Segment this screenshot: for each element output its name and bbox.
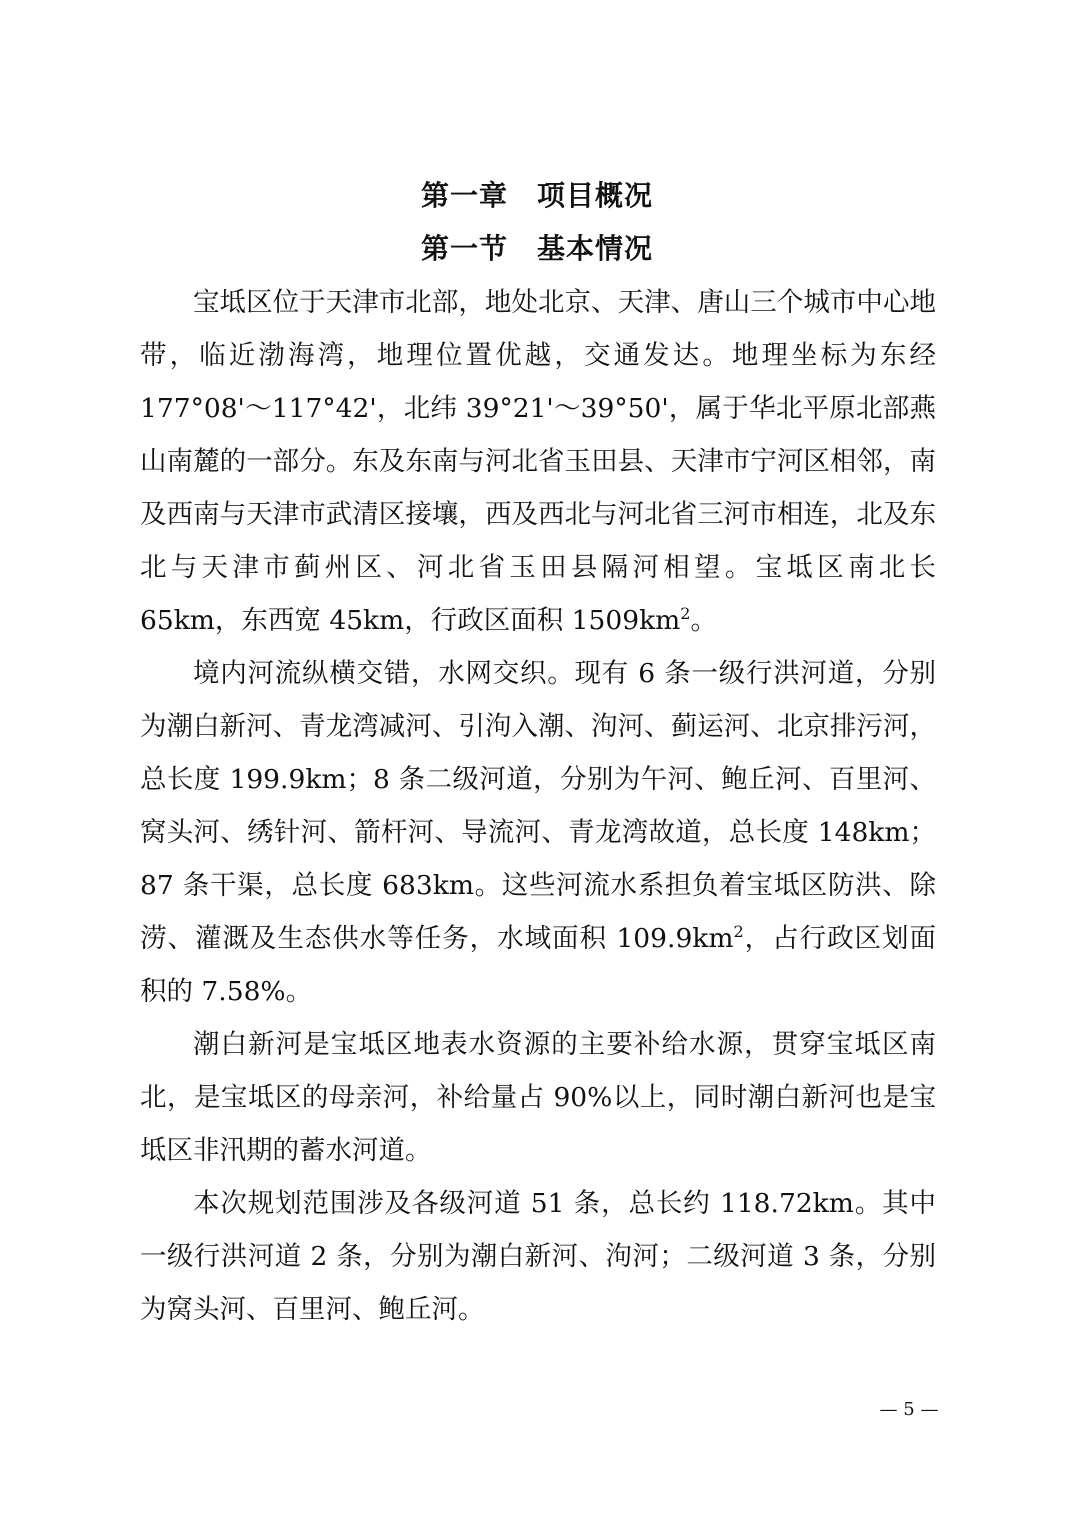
body-text	[140, 276, 936, 1336]
superscript-squared: 2	[680, 604, 691, 624]
paragraph-text: 潮白新河是宝坻区地表水资源的主要补给水源，贯穿宝坻区南北，是宝坻区的母亲河，补给量占 90%以上，同时潮白新河也是宝坻区非汛期的蓄水河道。	[140, 1029, 936, 1166]
paragraph-text: 宝坻区位于天津市北部，地处北京、天津、唐山三个城市中心地带，临近渤海湾，地理位置优越，交通发达。地理坐标为东经 177°08'～117°42'，北纬 39°21'～39°50'，属于华北平原北部燕山南麓的一部分。东及东南与河北省玉田县、天津市宁河区相邻，南及西南与天津市武清区接壤，西及西北与河北省三河市相连，北及东北与天津市蓟州区、河北省玉田县隔河相望。宝坻区南北长 65km，东西宽 45km，行政区面积 1509km	[140, 287, 936, 636]
paragraph-tail: 。	[690, 605, 717, 636]
chapter-title: 第一章 项目概况	[420, 179, 653, 212]
section-title: 第一节 基本情况	[420, 232, 653, 265]
paragraph-rivers	[140, 647, 936, 1018]
paragraph-location	[140, 276, 936, 647]
paragraph-text: 境内河流纵横交错，水网交织。现有 6 条一级行洪河道，分别为潮白新河、青龙湾减河、引泃入潮、泃河、蓟运河、北京排污河，总长度 199.9km；8 条二级河道，分别为午河、鲍丘河、百里河、窝头河、绣针河、箭杆河、导流河、青龙湾故道，总长度 148km；87 条干渠，总长度 683km。这些河流水系担负着宝坻区防洪、除涝、灌溉及生态供水等任务，水域面积 109.9km	[140, 658, 936, 954]
paragraph-tail: ，占行政区划面积的 7.58%。	[140, 923, 936, 1007]
superscript-squared: 2	[733, 922, 744, 942]
paragraph-text: 本次规划范围涉及各级河道 51 条，总长约 118.72km。其中一级行洪河道 2 条，分别为潮白新河、泃河；二级河道 3 条，分别为窝头河、百里河、鲍丘河。	[140, 1188, 936, 1325]
paragraph-chaobai	[140, 1018, 936, 1177]
paragraph-scope	[140, 1177, 936, 1336]
page-number: — 5 —	[879, 1399, 939, 1420]
